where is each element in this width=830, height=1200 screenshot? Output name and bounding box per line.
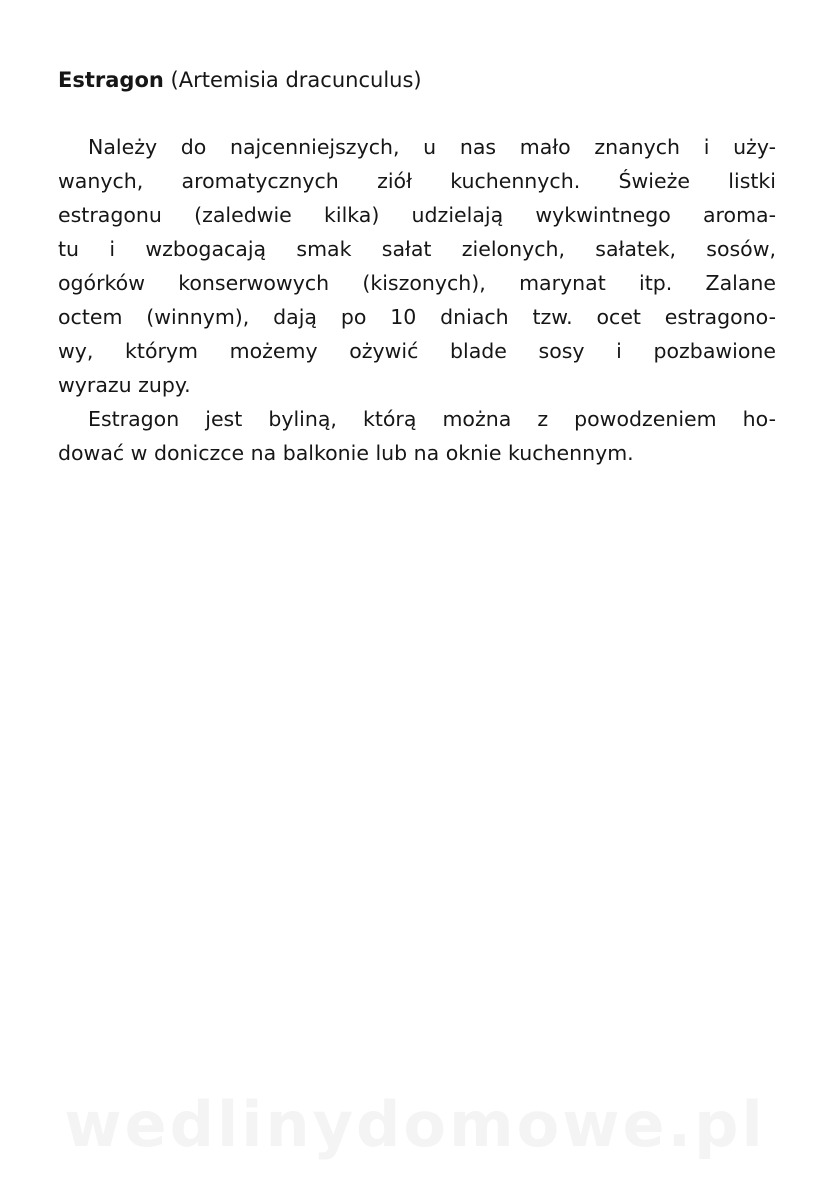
herb-name: Estragon [58,68,164,92]
paragraph-1-line-7: wy, którym możemy ożywić blade sosy i pozbawione [58,339,776,363]
body-text [58,130,776,470]
paragraph-1-line-1: Należy do najcenniejszych, u nas mało znanych i uży- [88,135,776,159]
paragraph-1-line-8: wyrazu zupy. [58,373,191,397]
paragraph-1-line-6: octem (winnym), dają po 10 dniach tzw. ocet estragono- [58,305,776,329]
paragraph-2-line-2: dować w doniczce na balkonie lub na oknie kuchennym. [58,441,634,465]
paragraph-1-line-5: ogórków konserwowych (kiszonych), marynat itp. Zalane [58,271,776,295]
paragraph-1-line-4: tu i wzbogacają smak sałat zielonych, sałatek, sosów, [58,237,776,261]
paragraph-1-line-3: estragonu (zaledwie kilka) udzielają wykwintnego aroma- [58,203,776,227]
latin-name: (Artemisia dracunculus) [170,68,422,92]
section-heading [58,66,422,94]
paragraph-2-line-1: Estragon jest byliną, którą można z powodzeniem ho- [88,407,776,431]
watermark: wedlinydomowe.pl [64,1088,766,1161]
paragraph-1-line-2: wanych, aromatycznych ziół kuchennych. Świeże listki [58,169,776,193]
